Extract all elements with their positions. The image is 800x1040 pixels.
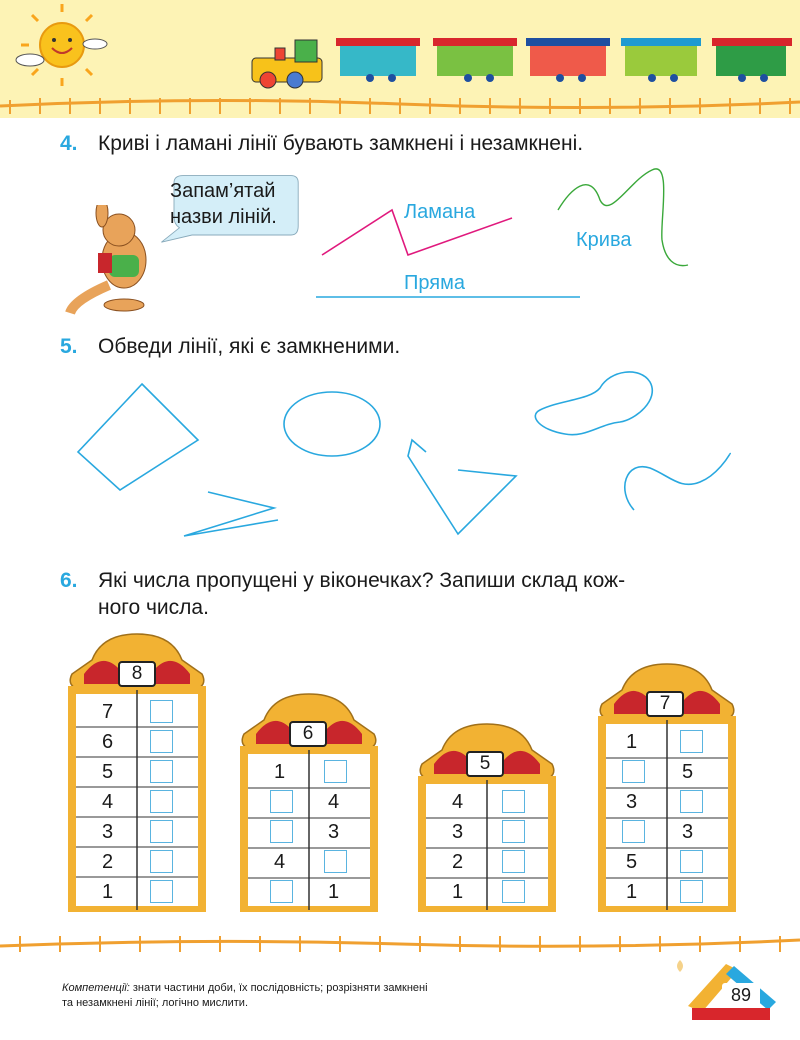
task-text: Які числа пропущені у віконечках? Запиши склад кож- (98, 569, 626, 592)
answer-box[interactable] (270, 790, 293, 813)
cell: 1 (102, 881, 114, 903)
house-number: 7 (646, 691, 684, 717)
closed-oval (284, 392, 380, 456)
task-text: Криві і ламані лінії бувають замкнені і незамкнені. (98, 132, 584, 155)
answer-box[interactable] (502, 880, 525, 903)
train-illustration (252, 38, 792, 88)
answer-box[interactable] (680, 730, 703, 753)
answer-box[interactable] (150, 820, 173, 843)
open-wave (625, 454, 730, 510)
answer-box[interactable] (680, 850, 703, 873)
task-4 (60, 130, 583, 158)
answer-box[interactable] (150, 700, 173, 723)
answer-box[interactable] (324, 850, 347, 873)
label-broken: Ламана (404, 201, 476, 223)
answer-box[interactable] (502, 820, 525, 843)
task-number: 5. (60, 335, 78, 358)
answer-box[interactable] (680, 880, 703, 903)
cell: 4 (452, 791, 464, 813)
cell: 3 (626, 791, 638, 813)
answer-box[interactable] (270, 880, 293, 903)
answer-box[interactable] (150, 790, 173, 813)
cell: 5 (102, 761, 114, 783)
cell: 7 (102, 701, 114, 723)
cell: 3 (452, 821, 464, 843)
cell: 3 (682, 821, 694, 843)
closed-blob (535, 372, 652, 435)
cell: 5 (626, 851, 638, 873)
label-straight: Пряма (404, 272, 465, 294)
cell: 2 (452, 851, 464, 873)
answer-box[interactable] (150, 880, 173, 903)
cell: 4 (328, 791, 340, 813)
cell: 5 (682, 761, 694, 783)
cell: 1 (626, 731, 638, 753)
task-number: 6. (60, 569, 78, 592)
page-corner-decoration (640, 950, 790, 1025)
cell: 1 (626, 881, 638, 903)
house-number: 6 (289, 721, 327, 747)
cell: 3 (328, 821, 340, 843)
house-5 (412, 720, 562, 912)
house-number: 5 (466, 751, 504, 777)
cell: 1 (452, 881, 464, 903)
house-number: 8 (118, 661, 156, 687)
answer-box[interactable] (502, 790, 525, 813)
competencies-note: Компетенції: знати частини доби, їх послідовність; розрізняти замкнені та незамкнені лінії; логічно мислити. (62, 982, 428, 1009)
answer-box[interactable] (150, 760, 173, 783)
top-fence (0, 92, 800, 118)
open-angle (408, 440, 516, 534)
task-number: 4. (60, 132, 78, 155)
page-number: 89 (722, 983, 760, 1007)
task-6 (60, 567, 625, 595)
closed-quadrilateral (78, 384, 198, 490)
cell: 4 (274, 851, 286, 873)
cell: 6 (102, 731, 114, 753)
bubble-text: Запам’ятай назви ліній. (170, 180, 277, 228)
answer-box[interactable] (622, 820, 645, 843)
cell: 1 (274, 761, 286, 783)
answer-box[interactable] (150, 730, 173, 753)
answer-box[interactable] (150, 850, 173, 873)
task-text: Обведи лінії, які є замкненими. (98, 335, 401, 358)
open-zigzag (184, 492, 278, 536)
task-6-line2: ного числа. (98, 596, 209, 619)
shapes-illustration (60, 360, 760, 550)
line-types-illustration (300, 160, 700, 305)
answer-box[interactable] (680, 790, 703, 813)
label-curve: Крива (576, 229, 632, 251)
answer-box[interactable] (270, 820, 293, 843)
cell: 1 (328, 881, 340, 903)
cell: 3 (102, 821, 114, 843)
answer-box[interactable] (622, 760, 645, 783)
cell: 4 (102, 791, 114, 813)
cell: 2 (102, 851, 114, 873)
answer-box[interactable] (502, 850, 525, 873)
answer-box[interactable] (324, 760, 347, 783)
task-5 (60, 333, 400, 361)
